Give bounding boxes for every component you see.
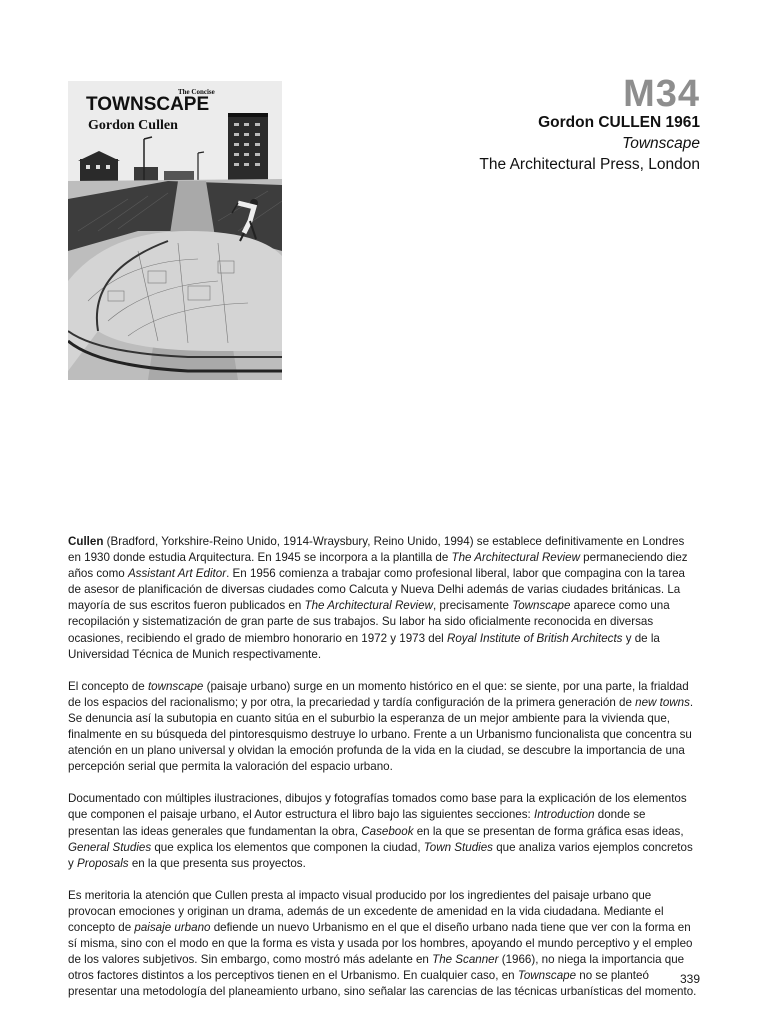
text-run: paisaje urbano <box>134 920 211 934</box>
book-title: Townscape <box>622 135 700 152</box>
body-text <box>68 534 700 1016</box>
text-run: que analiza varios ejemplos concretos y <box>68 840 693 870</box>
text-run: que explica los elementos que componen la ciudad, <box>151 840 424 854</box>
text-run: y de la Universidad Técnica de Munich respectivamente. <box>68 631 660 661</box>
book-cover-image <box>68 81 282 380</box>
paragraph-1 <box>68 534 700 663</box>
text-run: Royal Institute of British Architects <box>446 631 623 645</box>
cover-illustration <box>68 81 282 380</box>
text-run: aparece como una recopilación y sistematización de gran parte de sus trabajos. Su labor ha sido oficialmente reconocida en diversas ocasiones, recibiendo el grado de miembro honorario en 1972 y 1973 del <box>68 599 670 645</box>
text-run: The Scanner <box>432 953 499 967</box>
book-metadata <box>479 112 700 175</box>
cover-title: TOWNSCAPE <box>86 94 210 115</box>
text-run: en la que se presentan de forma gráfica esas ideas, <box>413 824 684 838</box>
text-run: . En 1956 comienza a trabajar como profesional liberal, labor que compagina con la tarea de asesor de planificación de diversas ciudades como Calcuta y Nueva Delhi además de varias ciudades británicas. La mayoría de sus escritos fueron publicados en <box>68 567 685 613</box>
cover-author: Gordon Cullen <box>88 118 178 133</box>
text-run: Introduction <box>533 808 595 822</box>
text-run: townscape <box>147 679 204 693</box>
cover-small-title: The Concise <box>178 88 215 96</box>
text-run: Assistant Art Editor <box>127 567 227 581</box>
publisher: The Architectural Press, London <box>479 156 700 173</box>
text-run: Cullen <box>68 535 104 548</box>
text-run: Documentado con múltiples ilustraciones, dibujos y fotografías tomados como base para la explicación de los elementos que componen el paisaje urbano, el Autor estructura el libro bajo las siguientes secciones: <box>68 792 687 822</box>
text-run: El concepto de <box>68 679 148 693</box>
entry-code: M34 <box>623 73 700 115</box>
text-run: Townscape <box>512 599 571 613</box>
text-run: Es meritoria la atención que Cullen presta al impacto visual producido por los ingredientes del paisaje urbano que provocan emociones y originan un drama, además de un excedente de amenidad en la vida ciudadana. Mediante el concepto de <box>68 888 664 934</box>
text-run: (1966), no niega la importancia que otros factores distintos a los perceptivos tienen en el Urbanismo. En cualquier caso, en <box>68 953 685 983</box>
paragraph-3 <box>68 791 700 871</box>
author-year: Gordon CULLEN 1961 <box>538 114 700 131</box>
text-run: (Bradford, Yorkshire-Reino Unido, 1914-Wraysbury, Reino Unido, 1994) se establece definitivamente en Londres en 1930 donde estudia Arquitectura. En 1945 se incorpora a la plantilla de <box>68 535 685 565</box>
text-run: Casebook <box>361 824 414 838</box>
text-run: General Studies <box>68 840 152 854</box>
text-run: The Architectural Review <box>451 551 580 565</box>
text-run: (paisaje urbano) surge en un momento histórico en el que: se siente, por una parte, la frialdad de los espacios del racionalismo; y por otra, la precariedad y tardía configuración de la primera generación de <box>68 679 689 709</box>
text-run: en la que presenta sus proyectos. <box>128 856 306 870</box>
text-run: Townscape <box>517 969 577 983</box>
text-run: , precisamente <box>432 599 513 613</box>
text-run: permaneciendo diez años como <box>68 551 688 581</box>
text-run: Town Studies <box>423 840 493 854</box>
text-run: The Architectural Review <box>304 599 433 613</box>
page-number: 339 <box>679 972 700 986</box>
paragraph-2 <box>68 679 700 776</box>
text-run: defiende un nuevo Urbanismo en el que el diseño urbano nada tiene que ver con la forma en sí misma, sino con el modo en que la forma es vista y usada por los hombres, apoyando el mundo perceptivo y el empleo de los valores subjetivos. Sin embargo, como mostró más adelante en <box>68 920 693 967</box>
text-run: no se planteó presentar una metodología del planeamiento urbano, sino señalar las carencias de las técnicas urbanísticas del momento. <box>68 969 697 999</box>
text-run: Proposals <box>77 856 129 870</box>
text-run: . Se denuncia así la subutopia en cuanto sitúa en el suburbio la esperanza de un mejor ambiente para la vivienda que, finalmente en su búsqueda del pintoresquismo destruye lo urbano. Frente a un Urbanismo funcionalista que concentra su atención en un plano universal y olvidan la emoción profunda de la vida en la ciudad, se descubre la importancia de una percepción serial que permita la valoración del espacio urbano. <box>68 695 694 774</box>
text-run: donde se presentan las ideas generales que fundamentan la obra, <box>68 808 646 838</box>
paragraph-4 <box>68 888 700 1001</box>
text-run: new towns <box>635 695 690 709</box>
